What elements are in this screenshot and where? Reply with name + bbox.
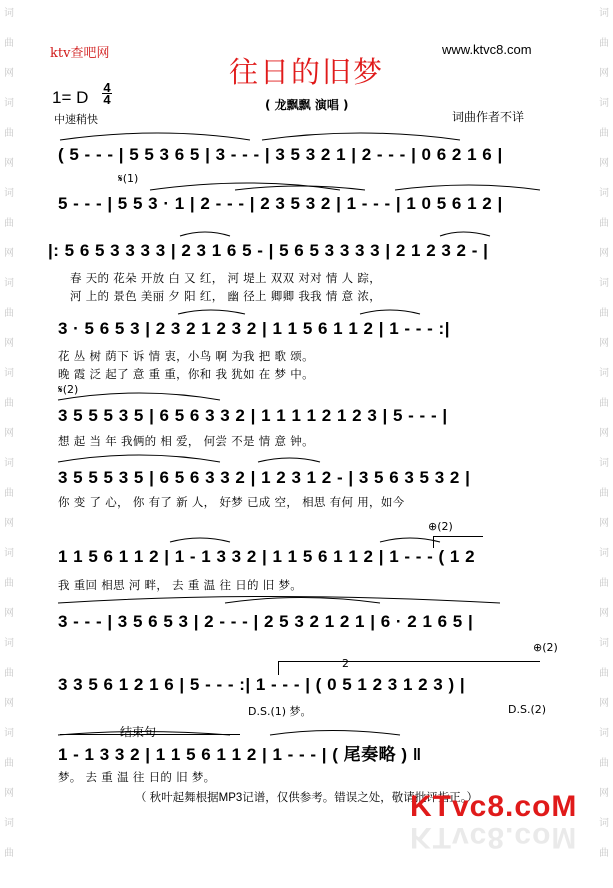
slur-arc [270,731,400,736]
watermark-char: 网 [4,788,14,799]
watermark-char: 网 [599,338,609,349]
watermark-char: 网 [4,248,14,259]
watermark-char: 曲 [599,128,609,139]
volta-2-label: 2 [342,657,349,670]
slur-arc [395,185,540,190]
watermark-char: 网 [599,698,609,709]
singer-credit: ( 龙飘飘 演唱 ) [265,98,349,112]
watermark-char: 曲 [4,848,14,859]
watermark-char: 曲 [599,578,609,589]
ending-phrase-label: 结束句 [120,725,157,739]
score-line-3: |: 5 6 5 3 3 3 3 | 2 3 1 6 5 - | 5 6 5 3 3 3 3 | 2 1 2 3 2 - | [48,241,489,260]
slur-arc [258,458,320,462]
score-line-6: 3 5 5 5 3 5 | 6 5 6 3 3 2 | 1 2 3 1 2 - | 3 5 6 3 5 3 2 | [58,468,471,487]
watermark-char: 网 [4,608,14,619]
slur-arc [440,232,490,236]
coda-mark-2: ⊕(2) [533,641,558,654]
score-line-5: 3 5 5 5 3 5 | 6 5 6 3 3 2 | 1 1 1 1 2 1 2 3 | 5 - - - | [58,406,448,425]
author-credit: 词曲作者不详 [452,110,525,124]
ktvc8-logo-reflection: KTvc8.coM [410,821,578,854]
score-line-9: 3 3 5 6 1 2 1 6 | 5 - - - :| 1 - - - | ( 0 5 1 2 3 1 2 3 ) | [58,675,466,694]
lyric-5: 想 起 当 年 我俩的 相 爱， 何尝 不是 情 意 钟。 [58,434,314,448]
watermark-char: 词 [599,818,609,829]
segno-2-mark: 𝄋(2) [58,383,79,396]
ds-1-instruction: D.S.(1) 梦。 [248,705,312,718]
score-line-7: 1 1 5 6 1 1 2 | 1 - 1 3 3 2 | 1 1 5 6 1 1 2 | 1 - - - ( 1 2 [58,547,476,566]
slur-arc [380,538,440,542]
watermark-char: 曲 [599,488,609,499]
watermark-char: 曲 [4,128,14,139]
key-signature: 1= D [52,88,89,107]
lyric-7: 我 重回 相思 河 畔， 去 重 温 往 日的 旧 梦。 [58,578,303,592]
lyric-3-verse-1: 春 天的 花朵 开放 白 又 红， 河 堤上 双双 对对 情 人 踪， [70,271,382,285]
watermark-char: 词 [4,638,14,649]
watermark-char: 网 [599,428,609,439]
lyric-3-verse-2: 河 上的 景色 美丽 夕 阳 红， 幽 径上 卿卿 我我 情 意 浓， [70,289,382,303]
slur-arc [178,310,245,314]
watermark-char: 曲 [4,578,14,589]
segno-1-mark: 𝄋(1) [118,172,139,185]
time-sig-top: 4 [103,80,111,95]
watermark-char: 曲 [599,308,609,319]
ktvc8-logo[interactable]: KTvc8.coM [410,790,578,823]
slur-arc [262,133,460,140]
tempo-marking: 中速稍快 [54,113,98,126]
slur-arc [180,232,230,236]
watermark-char: 曲 [599,758,609,769]
watermark-char: 词 [599,638,609,649]
watermark-char: 词 [4,818,14,829]
slur-arc [360,310,420,314]
watermark-char: 曲 [4,398,14,409]
watermark-char: 网 [599,518,609,529]
slur-arc [170,538,230,542]
watermark-char: 曲 [4,218,14,229]
watermark-char: 词 [599,368,609,379]
score-line-10: 1 - 1 3 3 2 | 1 1 5 6 1 1 2 | 1 - - - | ( 尾奏略 ) ‖ [58,745,422,764]
ds-2-instruction: D.S.(2) [508,703,547,716]
song-title: 往日的旧梦 [228,55,384,89]
watermark-char: 网 [4,698,14,709]
watermark-char: 曲 [4,758,14,769]
score-line-4: 3 · 5 6 5 3 | 2 3 2 1 2 3 2 | 1 1 5 6 1 1 2 | 1 - - - :| [58,319,450,338]
watermark-char: 曲 [4,38,14,49]
watermark-char: 曲 [599,218,609,229]
score-line-2: 5 - - - | 5 5 3 · 1 | 2 - - - | 2 3 5 3 2 | 1 - - - | 1 0 5 6 1 2 | [58,194,503,213]
watermark-char: 词 [4,368,14,379]
lyric-10: 梦。 去 重 温 往 日的 旧 梦。 [58,770,216,784]
watermark-char: 曲 [4,668,14,679]
watermark-char: 词 [4,278,14,289]
slur-arc [225,598,380,604]
watermark-char: 曲 [4,488,14,499]
watermark-char: 网 [599,608,609,619]
lyric-4-verse-1: 花 丛 树 荫下 诉 情 衷，小鸟 啊 为我 把 歌 颂。 [58,349,314,363]
watermark-char: 词 [599,8,609,19]
slur-arc [58,455,220,462]
lyric-4-verse-2: 晚 霞 泛 起了 意 重 重，你和 我 犹如 在 梦 中。 [58,367,314,381]
slur-arc [60,133,250,140]
watermark-char: 词 [4,548,14,559]
coda-mark-1: ⊕(2) [428,520,453,533]
watermark-char: 词 [599,548,609,559]
lyric-6: 你 变 了 心， 你 有了 新 人， 好梦 已成 空， 相思 有何 用，如今 [58,495,405,509]
watermark-char: 网 [599,788,609,799]
watermark-char: 网 [599,158,609,169]
slur-arc [235,186,365,190]
watermark-char: 曲 [599,668,609,679]
watermark-char: 词 [599,98,609,109]
watermark-char: 词 [4,728,14,739]
watermark-char: 网 [4,518,14,529]
watermark-char: 词 [4,8,14,19]
watermark-char: 词 [4,188,14,199]
watermark-char: 曲 [599,848,609,859]
watermark-char: 词 [599,188,609,199]
slur-arc [58,393,220,400]
slur-arc [58,732,230,736]
watermark-char: 词 [4,458,14,469]
watermark-char: 曲 [599,398,609,409]
watermark-char: 词 [599,728,609,739]
time-sig-bottom: 4 [103,92,111,107]
watermark-char: 词 [599,278,609,289]
watermark-char: 曲 [4,308,14,319]
watermark-char: 词 [599,458,609,469]
watermark-char: 网 [4,428,14,439]
watermark-char: 网 [4,68,14,79]
watermark-char: 网 [599,248,609,259]
watermark-char: 网 [4,158,14,169]
watermark-char: 网 [599,68,609,79]
site-url-right[interactable]: www.ktvc8.com [442,42,532,57]
score-line-1: ( 5 - - - | 5 5 3 6 5 | 3 - - - | 3 5 3 2 1 | 2 - - - | 0 6 2 1 6 | [58,145,503,164]
watermark-char: 网 [4,338,14,349]
watermark-char: 曲 [599,38,609,49]
watermark-char: 词 [4,98,14,109]
site-name-left[interactable]: ktv查吧网 [50,46,110,61]
score-line-8: 3 - - - | 3 5 6 5 3 | 2 - - - | 2 5 3 2 1 2 1 | 6 · 2 1 6 5 | [58,612,474,631]
footer-note: （ 秋叶起舞根据MP3记谱，仅供参考。错误之处，敬请批评指正。） [134,792,479,804]
